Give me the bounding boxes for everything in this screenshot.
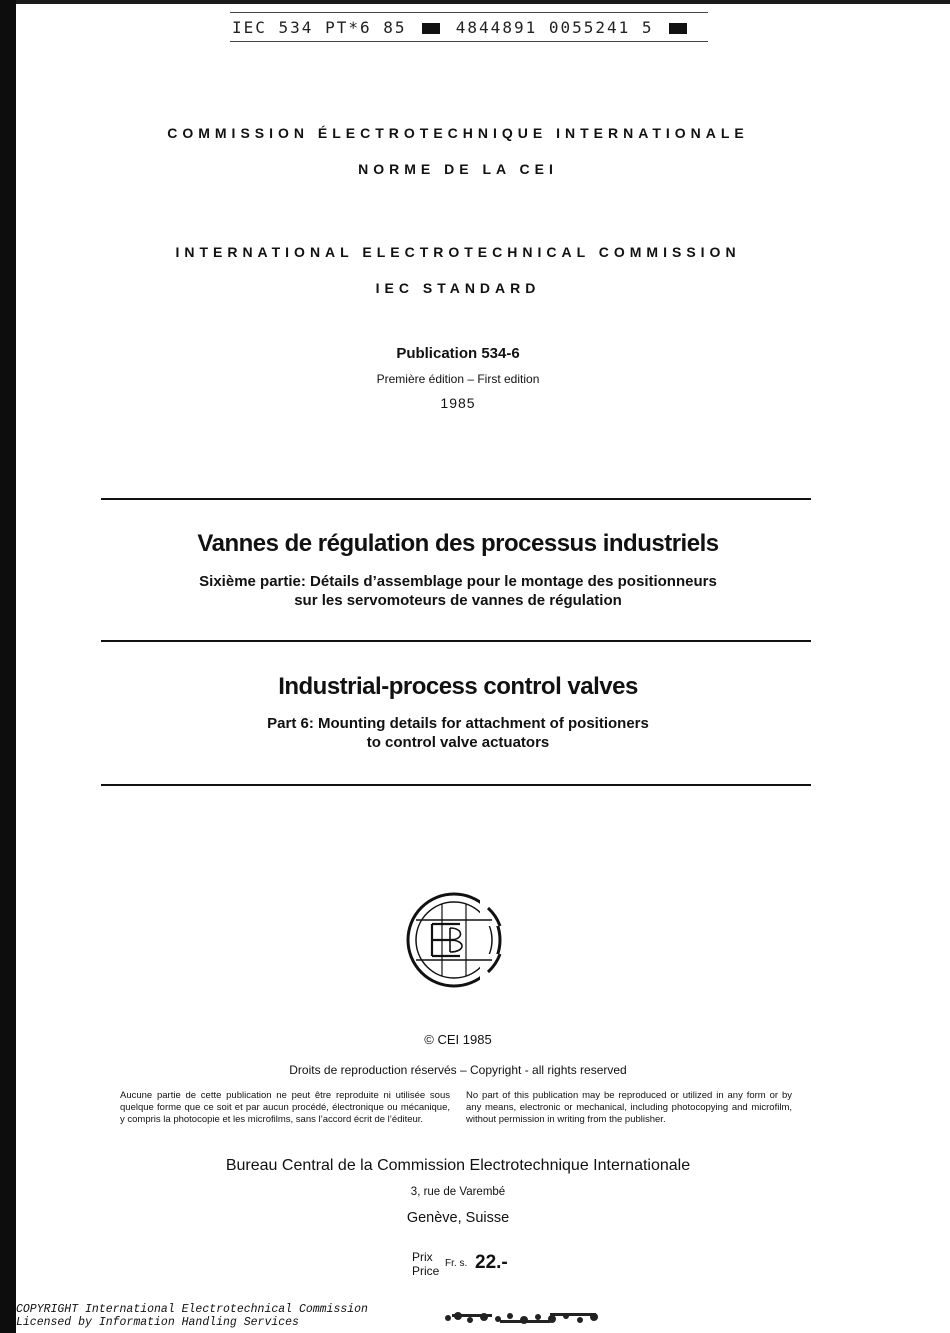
scan-smudge	[440, 1308, 608, 1328]
price-label-en: Price	[412, 1264, 440, 1278]
header-code-rule-bottom	[230, 41, 708, 42]
title-en-sub-line1: Part 6: Mounting details for attachment of positioners	[267, 715, 649, 732]
header-code-rule-top	[230, 12, 708, 13]
divider-rule	[101, 498, 811, 500]
legal-text-fr: Aucune partie de cette publication ne peut être reproduite ni utilisée sous quelque forme que ce soit et par aucun procédé, électronique ou mécanique, y compris la photocopie et les microfilms, sans l’accord écrit de l’éditeur.	[120, 1090, 450, 1125]
title-en-sub-line2: to control valve actuators	[366, 734, 550, 751]
publisher-bureau: Bureau Central de la Commission Electrotechnique Internationale	[225, 1157, 691, 1174]
price-currency: Fr. s.	[445, 1258, 468, 1269]
org-standard-fr: NORME DE LA CEI	[358, 161, 558, 177]
publication-edition: Première édition – First edition	[376, 372, 540, 386]
header-code-block	[422, 23, 440, 34]
copyright-rights: Droits de reproduction réservés – Copyright - all rights reserved	[289, 1063, 627, 1077]
copyright-notice: © CEI 1985	[424, 1032, 492, 1047]
title-fr-sub-line1: Sixième partie: Détails d’assemblage pour le montage des positionneurs	[199, 573, 717, 590]
price-label-fr: Prix	[412, 1250, 433, 1264]
publication-number: Publication 534-6	[396, 345, 520, 362]
publisher-address: 3, rue de Varembé	[410, 1186, 506, 1198]
title-fr-sub-line2: sur les servomoteurs de vannes de régulation	[294, 592, 622, 609]
header-code-block	[669, 23, 687, 34]
scan-border-left	[0, 0, 16, 1333]
cei-emblem-icon	[402, 890, 512, 990]
title-fr-main: Vannes de régulation des processus industriels	[197, 530, 719, 557]
footer-license-line: Licensed by Information Handling Services	[16, 1316, 299, 1329]
org-standard-en: IEC STANDARD	[375, 280, 541, 296]
header-code-part1: IEC 534 PT*6 85	[232, 18, 407, 37]
publisher-city: Genève, Suisse	[406, 1210, 510, 1226]
org-name-fr: COMMISSION ÉLECTROTECHNIQUE INTERNATIONALE	[167, 125, 749, 141]
org-name-en: INTERNATIONAL ELECTROTECHNICAL COMMISSION	[175, 244, 741, 260]
price-labels	[412, 1250, 439, 1278]
publication-year: 1985	[440, 395, 476, 411]
title-en-main: Industrial-process control valves	[278, 673, 638, 700]
header-code-part2: 4844891 0055241 5	[455, 18, 654, 37]
divider-rule	[101, 784, 811, 786]
header-code	[232, 18, 712, 37]
scan-border-top	[16, 0, 950, 4]
divider-rule	[101, 640, 811, 642]
price-value: 22.-	[475, 1252, 508, 1273]
license-footer	[16, 1303, 368, 1329]
footer-copyright-line: COPYRIGHT International Electrotechnical Commission	[16, 1303, 368, 1316]
legal-text-en: No part of this publication may be reproduced or utilized in any form or by any means, electronic or mechanical, including photocopying and microfilm, without permission in writing from the publisher.	[466, 1090, 792, 1125]
